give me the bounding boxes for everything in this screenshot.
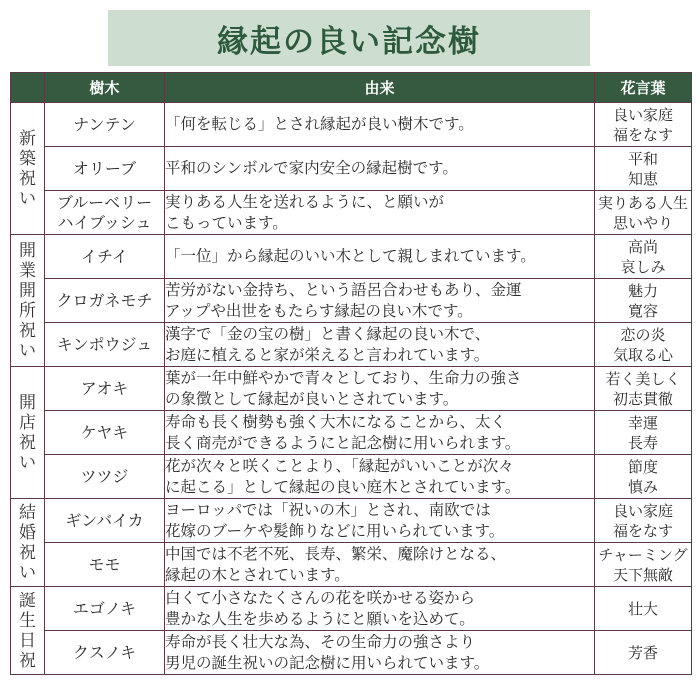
flower-word: 実りある人生 [597, 193, 688, 212]
category-char: 築 [19, 148, 36, 169]
origin-text: の象徴として縁起が良いとされています。 [165, 389, 459, 408]
tree-name: ハイブッシュ [57, 212, 152, 232]
category-char: 祝 [19, 432, 36, 453]
page-title: 縁起の良い記念樹 [217, 23, 481, 60]
tree-name-cell [45, 323, 165, 367]
table-row [11, 499, 692, 543]
flower-words-cell [595, 455, 692, 499]
origin-text: 「一位」から縁起のいい木として親しまれています。 [165, 247, 536, 265]
origin-text: 実りある人生を送れるように、と願いが [165, 192, 445, 211]
tree-name: オリーブ [72, 158, 137, 178]
flower-word: 平和 [627, 149, 658, 168]
tree-name: ナンテン [73, 114, 136, 134]
origin-cell [165, 455, 595, 499]
tree-name: モモ [88, 554, 121, 574]
tree-name: イチイ [81, 246, 128, 266]
flower-word: 良い家庭 [612, 501, 673, 520]
flower-word: 若く美しく [605, 369, 681, 388]
table-row [11, 587, 692, 631]
category-char: 業 [19, 260, 36, 281]
tree-name: アオキ [80, 378, 129, 398]
origin-cell [165, 323, 595, 367]
origin-text: 縁起の木とされています。 [165, 565, 350, 584]
flower-word: 知恵 [627, 169, 658, 188]
tree-name: キンポウジュ [56, 334, 153, 354]
category-char: い [19, 562, 36, 583]
header-words: 花言葉 [595, 73, 692, 103]
category-char: い [19, 188, 36, 209]
origin-cell [165, 147, 595, 191]
origin-text: 葉が一年中鮮やかで青々としており、生命力の強さ [165, 368, 522, 387]
flower-word: 福をなす [612, 125, 673, 144]
origin-text: 寿命も長く樹勢も強く大木になることから、太く [165, 412, 507, 431]
tree-name: ギンバイカ [65, 510, 144, 530]
flower-word: 良い家庭 [612, 105, 673, 124]
origin-text: 長く商売ができるようにと記念樹に用いられます。 [165, 433, 521, 452]
flower-words-cell [595, 499, 692, 543]
memorial-tree-table [10, 72, 692, 675]
tree-name: エゴノキ [72, 598, 137, 618]
origin-text: 豊かな人生を歩めるようにと願いを込めて。 [165, 609, 475, 628]
tree-name-cell [45, 543, 165, 587]
category-char: 祝 [19, 542, 36, 563]
flower-word: 幸運 [627, 413, 658, 432]
flower-word: 思いやり [612, 213, 673, 232]
table-row [11, 191, 692, 235]
flower-word: 哀しみ [620, 257, 666, 276]
origin-cell [165, 499, 595, 543]
origin-cell [165, 587, 595, 631]
flower-word: 寛容 [627, 301, 658, 320]
tree-name-cell [45, 279, 165, 323]
flower-word: 魅力 [627, 281, 658, 300]
category-cell [11, 367, 45, 499]
origin-cell [165, 279, 595, 323]
origin-text: 苦労がない金持ち、という語呂合わせもあり、金運 [165, 280, 522, 299]
category-cell [11, 499, 45, 587]
flower-word: 福をなす [612, 521, 673, 540]
flower-words-cell [595, 631, 692, 675]
tree-name-cell [45, 367, 165, 411]
category-cell [11, 235, 45, 367]
flower-words-cell [595, 191, 692, 235]
table-row [11, 103, 692, 147]
flower-word: 長寿 [627, 433, 658, 452]
table-row [11, 147, 692, 191]
flower-words-cell [595, 147, 692, 191]
table-row [11, 367, 692, 411]
flower-words-cell [595, 103, 692, 147]
category-char: い [19, 452, 36, 473]
origin-text: ヨーロッパでは「祝いの木」とされ、南欧では [165, 500, 491, 519]
flower-words-cell [595, 279, 692, 323]
flower-words-cell [595, 543, 692, 587]
flower-word: 高尚 [627, 237, 658, 256]
category-char: 店 [19, 412, 36, 433]
tree-name-cell [45, 587, 165, 631]
tree-name: ブルーベリー [56, 192, 153, 212]
flower-word: 節度 [627, 457, 658, 476]
flower-word: 慎み [627, 477, 658, 496]
table-row [11, 455, 692, 499]
table-row [11, 279, 692, 323]
category-char: 祝 [19, 168, 36, 189]
category-char: 生 [19, 610, 36, 631]
category-char: 祝 [19, 650, 36, 671]
flower-words-cell [595, 411, 692, 455]
origin-cell [165, 235, 595, 279]
table-body [11, 103, 692, 675]
origin-text: 花が次々と咲くことより、「縁起がいいことが次々 [165, 456, 514, 475]
table-header-row [11, 73, 692, 103]
origin-text: 男児の誕生祝いの記念樹に用いられています。 [165, 653, 490, 672]
tree-name-cell [45, 103, 165, 147]
origin-text: 寿命が長く壮大な為、その生命力の強さより [165, 632, 476, 651]
origin-cell [165, 103, 595, 147]
category-char: 結 [19, 502, 36, 523]
table-row [11, 543, 692, 587]
tree-name: ケヤキ [80, 422, 129, 442]
category-char: 日 [19, 630, 36, 651]
flower-word: 芳香 [627, 643, 658, 662]
tree-name-cell [45, 411, 165, 455]
table-row [11, 411, 692, 455]
flower-word: 天下無敵 [612, 565, 673, 584]
origin-text: に起こる」として縁起の良い庭木とされています。 [165, 477, 521, 496]
origin-text: アップや出世をもたらす縁起の良い木です。 [165, 301, 473, 320]
flower-word: 恋の炎 [620, 325, 666, 344]
origin-cell [165, 543, 595, 587]
tree-name-cell [45, 191, 165, 235]
category-char: 開 [19, 240, 36, 261]
table-row [11, 235, 692, 279]
origin-cell [165, 631, 595, 675]
tree-name: クロガネモチ [56, 290, 153, 310]
title-banner [108, 10, 590, 66]
category-char: 新 [19, 128, 36, 149]
header-origin: 由来 [165, 73, 595, 103]
tree-name: クスノキ [72, 642, 137, 662]
origin-text: 花嫁のブーケや髪飾りなどに用いられています。 [165, 521, 505, 540]
tree-name-cell [45, 499, 165, 543]
tree-name-cell [45, 147, 165, 191]
category-cell [11, 587, 45, 675]
flower-word: 気取る心 [612, 345, 673, 364]
category-cell [11, 103, 45, 235]
origin-text: 漢字で「金の宝の樹」と書く縁起の良い木で、 [165, 324, 491, 343]
category-char: 婚 [19, 522, 36, 543]
origin-cell [165, 411, 595, 455]
tree-name-cell [45, 455, 165, 499]
category-char: 開 [19, 280, 36, 301]
category-char: 誕 [19, 590, 36, 611]
header-category [11, 73, 45, 103]
origin-cell [165, 191, 595, 235]
origin-text: こもっています。 [165, 213, 288, 232]
flower-words-cell [595, 367, 692, 411]
flower-words-cell [595, 235, 692, 279]
tree-name-cell [45, 631, 165, 675]
origin-text: 白くて小さなたくさんの花を咲かせる姿から [165, 588, 476, 607]
flower-words-cell [595, 323, 692, 367]
origin-text: 中国では不老不死、長寿、繁栄、魔除けとなる、 [165, 544, 507, 563]
category-char: い [19, 340, 36, 361]
tree-name: ツツジ [80, 466, 129, 486]
table-row [11, 631, 692, 675]
flower-word: 壮大 [627, 599, 658, 618]
flower-word: チャーミング [598, 545, 688, 564]
flower-words-cell [595, 587, 692, 631]
category-char: 祝 [19, 320, 36, 341]
origin-text: お庭に植えると家が栄えると言われています。 [165, 345, 490, 364]
category-char: 所 [19, 300, 36, 321]
origin-text: 「何を転じる」とされ縁起が良い樹木です。 [165, 115, 474, 133]
category-char: 開 [19, 392, 36, 413]
origin-cell [165, 367, 595, 411]
tree-name-cell [45, 235, 165, 279]
origin-text: 平和のシンボルで家内安全の縁起樹です。 [165, 159, 458, 177]
flower-word: 初志貫徹 [612, 389, 673, 408]
header-tree: 樹木 [45, 73, 165, 103]
table-row [11, 323, 692, 367]
